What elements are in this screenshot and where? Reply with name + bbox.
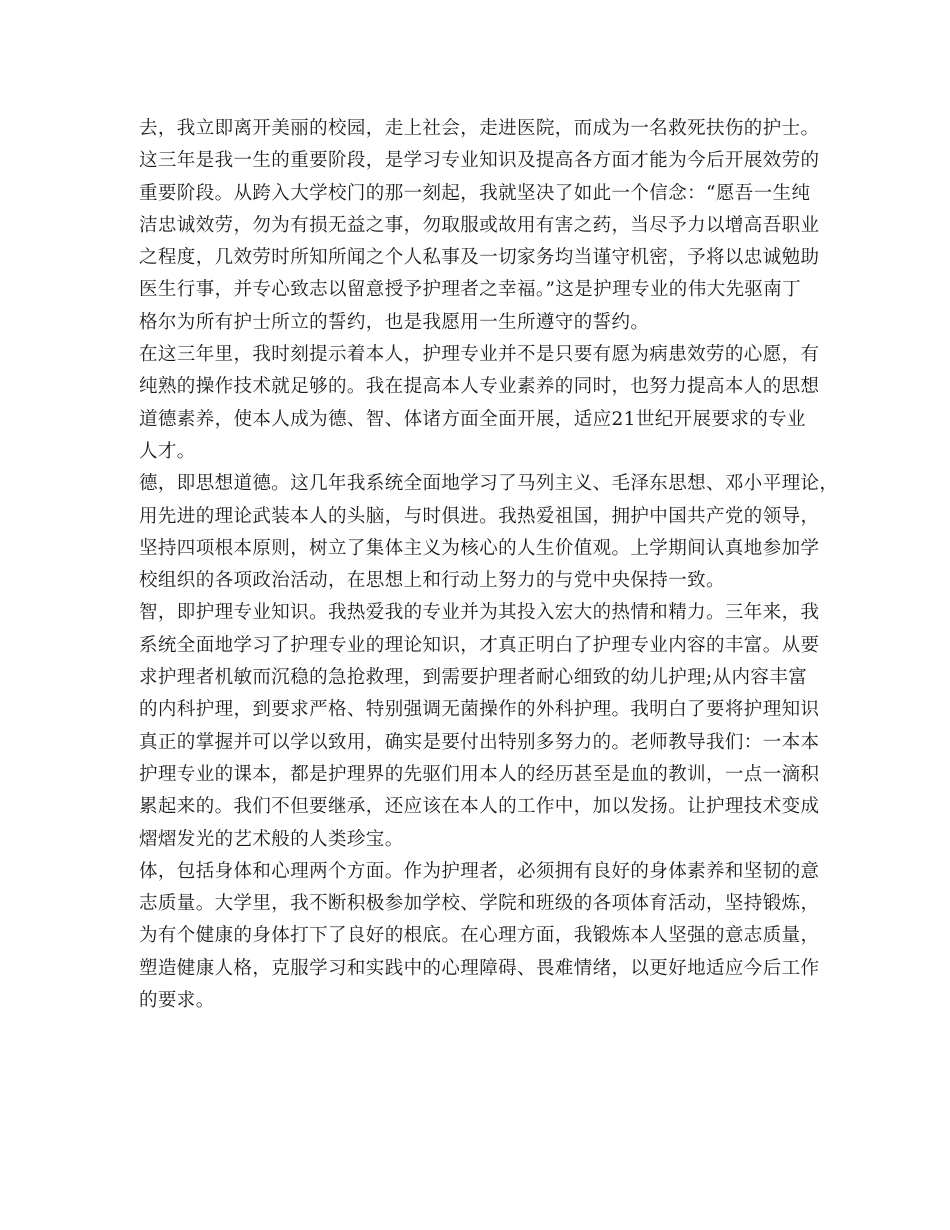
text-line: 志质量。大学里，我不断积极参加学校、学院和班级的各项体育活动，坚持锻炼， (139, 893, 820, 915)
text-line: 这三年是我一生的重要阶段，是学习专业知识及提高各方面才能为今后开展效劳的 (139, 150, 820, 172)
text-line: 的要求。 (139, 990, 215, 1012)
text-line: 之程度，几效劳时所知所闻之个人私事及一切家务均当谨守机密，予将以忠诚勉助 (139, 247, 820, 269)
text-line: 的内科护理，到要求严格、特别强调无菌操作的外科护理。我明白了要将护理知识 (139, 699, 820, 721)
text-line: 塑造健康人格，克服学习和实践中的心理障碍、畏难情绪，以更好地适应今后工作 (139, 957, 820, 979)
text-line: 护理专业的课本，都是护理界的先驱们用本人的经历甚至是血的教训，一点一滴积 (139, 763, 820, 785)
text-line: 德，即思想道德。这几年我系统全面地学习了马列主义、毛泽东思想、邓小平理论， (139, 473, 839, 495)
text-line: 智，即护理专业知识。我热爱我的专业并为其投入宏大的热情和精力。三年来，我 (139, 602, 820, 624)
text-line: 医生行事，并专心致志以留意授予护理者之幸福。”这是护理专业的伟大先驱南丁 (139, 279, 802, 301)
text-line: 坚持四项根本原则，树立了集体主义为核心的人生价值观。上学期间认真地参加学 (139, 537, 820, 559)
text-line: 校组织的各项政治活动，在思想上和行动上努力的与党中央保持一致。 (139, 570, 725, 592)
text-line: 重要阶段。从跨入大学校门的那一刻起，我就坚决了如此一个信念：“愿吾一生纯 (139, 182, 811, 204)
text-line: 累起来的。我们不但要继承，还应该在本人的工作中，加以发扬。让护理技术变成 (139, 796, 820, 818)
text-line: 在这三年里，我时刻提示着本人，护理专业并不是只要有愿为病患效劳的心愿，有 (139, 344, 820, 366)
text-line: 熠熠发光的艺术般的人类珍宝。 (139, 828, 404, 850)
text-line: 体，包括身体和心理两个方面。作为护理者，必须拥有良好的身体素养和坚韧的意 (139, 860, 820, 882)
text-line: 求护理者机敏而沉稳的急抢救理，到需要护理者耐心细致的幼儿护理;从内容丰富 (139, 667, 808, 689)
text-line: 人才。 (139, 440, 196, 462)
text-line: 格尔为所有护士所立的誓约，也是我愿用一生所遵守的誓约。 (139, 311, 650, 333)
text-line: 道德素养，使本人成为德、智、体诸方面全面开展，适应21世纪开展要求的专业 (139, 408, 806, 430)
text-line: 用先进的理论武装本人的头脑，与时俱进。我热爱祖国，拥护中国共产党的领导， (139, 505, 820, 527)
text-line: 纯熟的操作技术就足够的。我在提高本人专业素养的同时，也努力提高本人的思想 (139, 376, 820, 398)
document-body (139, 113, 839, 1017)
text-line: 系统全面地学习了护理专业的理论知识，才真正明白了护理专业内容的丰富。从要 (139, 634, 820, 656)
text-line: 真正的掌握并可以学以致用，确实是要付出特别多努力的。老师教导我们：一本本 (139, 731, 820, 753)
text-line: 洁忠诚效劳，勿为有损无益之事，勿取服或故用有害之药，当尽予力以增高吾职业 (139, 214, 820, 236)
text-line: 去，我立即离开美丽的校园，走上社会，走进医院，而成为一名救死扶伤的护士。 (139, 118, 820, 139)
text-line: 为有个健康的身体打下了良好的根底。在心理方面，我锻炼本人坚强的意志质量， (139, 925, 820, 947)
